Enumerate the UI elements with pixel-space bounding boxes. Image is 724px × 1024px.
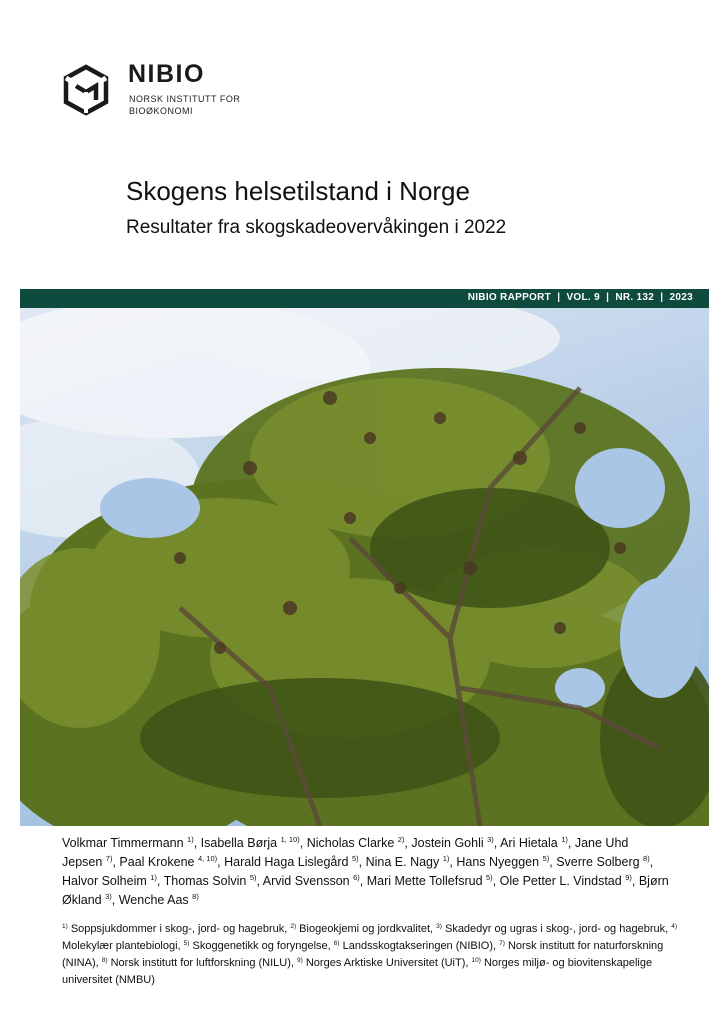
- affiliation-text: Landsskogtakseringen (NIBIO),: [339, 940, 500, 952]
- report-info-band: [20, 289, 709, 308]
- affiliation-text: Norges miljø- og biovitenskapelige universitet (NMBU): [62, 957, 653, 986]
- author-affiliation-ref: 8): [643, 854, 650, 863]
- author-name: Wenche Aas: [118, 893, 189, 907]
- affiliation-text: Norges Arktiske Universitet (UiT),: [302, 957, 472, 969]
- affiliation-number: 7): [499, 940, 505, 947]
- nibio-hexagon-icon: [62, 64, 110, 116]
- affiliation-text: Skoggenetikk og foryngelse,: [189, 940, 334, 952]
- author-affiliation-ref: 5): [486, 873, 493, 882]
- affiliation-number: 6): [333, 940, 340, 947]
- author-name: Thomas Solvin: [163, 874, 247, 888]
- author-name: Bjørn Økland: [62, 874, 669, 907]
- affiliation-list: [62, 921, 682, 989]
- tree-photo-illustration: [20, 308, 709, 826]
- logo-wordmark: NIBIO: [128, 60, 205, 88]
- author-name: Isabella Børja: [200, 836, 278, 850]
- author-separator: ,: [359, 874, 367, 888]
- author-affiliation-ref: 1): [187, 835, 194, 844]
- author-affiliation-ref: 2): [397, 835, 405, 844]
- author-separator: ,: [492, 874, 500, 888]
- author-separator: ,: [111, 893, 119, 907]
- author-name: Nicholas Clarke: [306, 836, 395, 850]
- author-affiliation-ref: 8): [192, 892, 199, 901]
- author-separator: ,: [404, 836, 412, 850]
- affiliation-text: Soppsjukdommer i skog-, jord- og hagebruk,: [67, 923, 291, 935]
- author-list: [62, 834, 682, 910]
- author-affiliation-ref: 4, 10): [197, 854, 218, 863]
- author-name: Arvid Svensson: [262, 874, 350, 888]
- affiliation-text: Biogeokjemi og jordkvalitet,: [296, 923, 437, 935]
- author-affiliation-ref: 1): [561, 835, 568, 844]
- author-separator: ,: [567, 836, 575, 850]
- author-affiliation-ref: 5): [542, 854, 550, 863]
- author-name: Halvor Solheim: [62, 874, 147, 888]
- author-name: Sverre Solberg: [556, 855, 640, 869]
- author-name: Harald Haga Lislegård: [224, 855, 349, 869]
- affiliation-number: 4): [671, 923, 677, 930]
- author-separator: ,: [156, 874, 164, 888]
- author-separator: ,: [299, 836, 307, 850]
- author-separator: ,: [358, 855, 366, 869]
- affiliation-number: 1): [62, 923, 68, 930]
- affiliation-number: 9): [297, 957, 303, 964]
- affiliation-number: 5): [183, 940, 190, 947]
- author-name: Jostein Gohli: [411, 836, 484, 850]
- cover-photo: [20, 308, 709, 826]
- author-name: Paal Krokene: [119, 855, 195, 869]
- author-separator: ,: [631, 874, 639, 888]
- affiliation-text: Molekylær plantebiologi,: [62, 940, 184, 952]
- nibio-logo: [62, 62, 252, 122]
- affiliation-text: Norsk institutt for luftforskning (NILU),: [107, 957, 298, 969]
- logo-subtitle-line1: NORSK INSTITUTT FOR: [129, 94, 241, 104]
- report-series-label: NIBIO RAPPORT | VOL. 9 | NR. 132 | 2023: [467, 292, 693, 303]
- author-separator: ,: [449, 855, 457, 869]
- affiliation-number: 10): [471, 957, 481, 964]
- logo-subtitle-line2: BIOØKONOMI: [129, 106, 194, 116]
- author-affiliation-ref: 9): [625, 873, 632, 882]
- author-separator: ,: [217, 855, 225, 869]
- author-separator: ,: [256, 874, 263, 888]
- author-affiliation-ref: 1): [442, 854, 450, 863]
- author-name: Hans Nyeggen: [456, 855, 540, 869]
- report-subtitle: Resultater fra skogskadeovervåkingen i 2022: [126, 217, 507, 238]
- author-affiliation-ref: 3): [105, 892, 112, 901]
- affiliation-number: 2): [290, 923, 297, 930]
- author-affiliation-ref: 1): [150, 873, 157, 882]
- author-separator: ,: [649, 855, 654, 869]
- author-name: Ole Petter L. Vindstad: [499, 874, 622, 888]
- author-separator: ,: [549, 855, 557, 869]
- author-separator: ,: [193, 836, 201, 850]
- author-name: Ari Hietala: [500, 836, 558, 850]
- author-affiliation-ref: 6): [353, 873, 360, 882]
- author-separator: ,: [112, 855, 120, 869]
- author-affiliation-ref: 5): [351, 854, 359, 863]
- author-affiliation-ref: 3): [487, 835, 494, 844]
- author-name: Mari Mette Tollefsrud: [366, 874, 483, 888]
- author-affiliation-ref: 7): [105, 854, 113, 863]
- author-separator: ,: [493, 836, 501, 850]
- affiliation-number: 8): [101, 957, 108, 964]
- report-title: Skogens helsetilstand i Norge: [126, 176, 470, 206]
- author-affiliation-ref: 5): [249, 873, 257, 882]
- affiliation-text: Norsk institutt for naturforskning (NINA),: [62, 940, 664, 969]
- author-name: Volkmar Timmermann: [62, 836, 184, 850]
- affiliation-number: 3): [436, 923, 442, 930]
- author-name: Nina E. Nagy: [365, 855, 440, 869]
- author-affiliation-ref: 1, 10): [280, 835, 300, 844]
- author-name: Jane Uhd Jepsen: [62, 836, 629, 869]
- affiliation-text: Skadedyr og ugras i skog-, jord- og hagebruk,: [441, 923, 672, 935]
